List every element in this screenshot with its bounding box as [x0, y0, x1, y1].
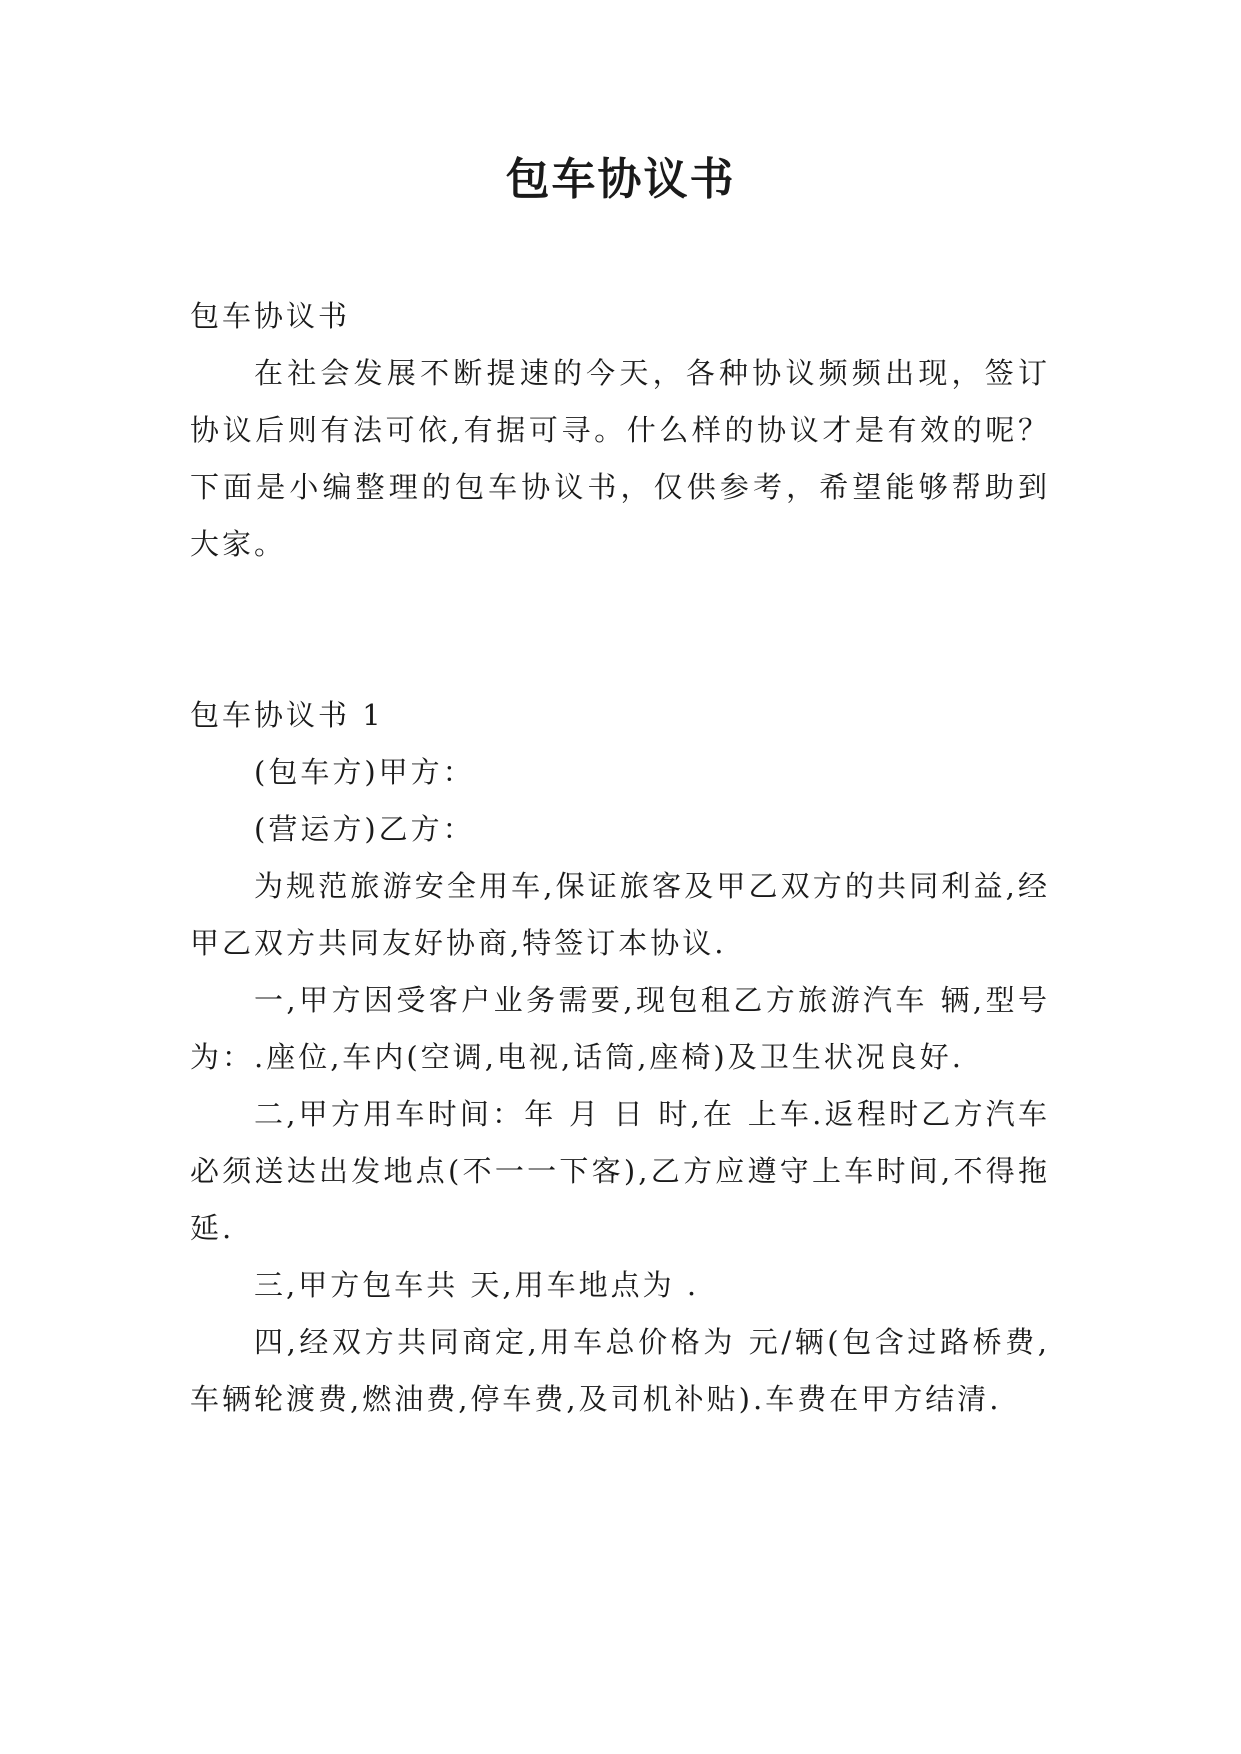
- clause-3: 三,甲方包车共 天,用车地点为 .: [254, 1268, 700, 1302]
- party-a-line: (包车方)甲方：: [254, 755, 475, 789]
- preamble-paragraph: 为规范旅游安全用车,保证旅客及甲乙双方的共同利益,经甲乙双方共同友好协商,特签订本协议.: [190, 869, 1050, 960]
- party-b-line: (营运方)乙方：: [254, 812, 475, 846]
- section-spacer: [190, 573, 1050, 687]
- clause-1: 一,甲方因受客户业务需要,现包租乙方旅游汽车 辆,型号为：.座位,车内(空调,电视,话筒,座椅)及卫生状况良好.: [190, 983, 1050, 1074]
- clause-2: 二,甲方用车时间：年 月 日 时,在 上车.返程时乙方汽车必须送达出发地点(不一一下客),乙方应遵守上车时间,不得拖延.: [190, 1097, 1050, 1245]
- section-heading: 包车协议书 1: [190, 698, 384, 732]
- document-body: [190, 288, 1050, 1428]
- clause-4: 四,经双方共同商定,用车总价格为 元/辆(包含过路桥费,车辆轮渡费,燃油费,停车费,及司机补贴).车费在甲方结清.: [190, 1325, 1050, 1416]
- document-title: 包车协议书: [505, 154, 736, 205]
- intro-paragraph: 在社会发展不断提速的今天，各种协议频频出现，签订协议后则有法可依,有据可寻。什么样的协议才是有效的呢？下面是小编整理的包车协议书，仅供参考，希望能够帮助到大家。: [190, 356, 1050, 561]
- intro-heading: 包车协议书: [190, 299, 351, 333]
